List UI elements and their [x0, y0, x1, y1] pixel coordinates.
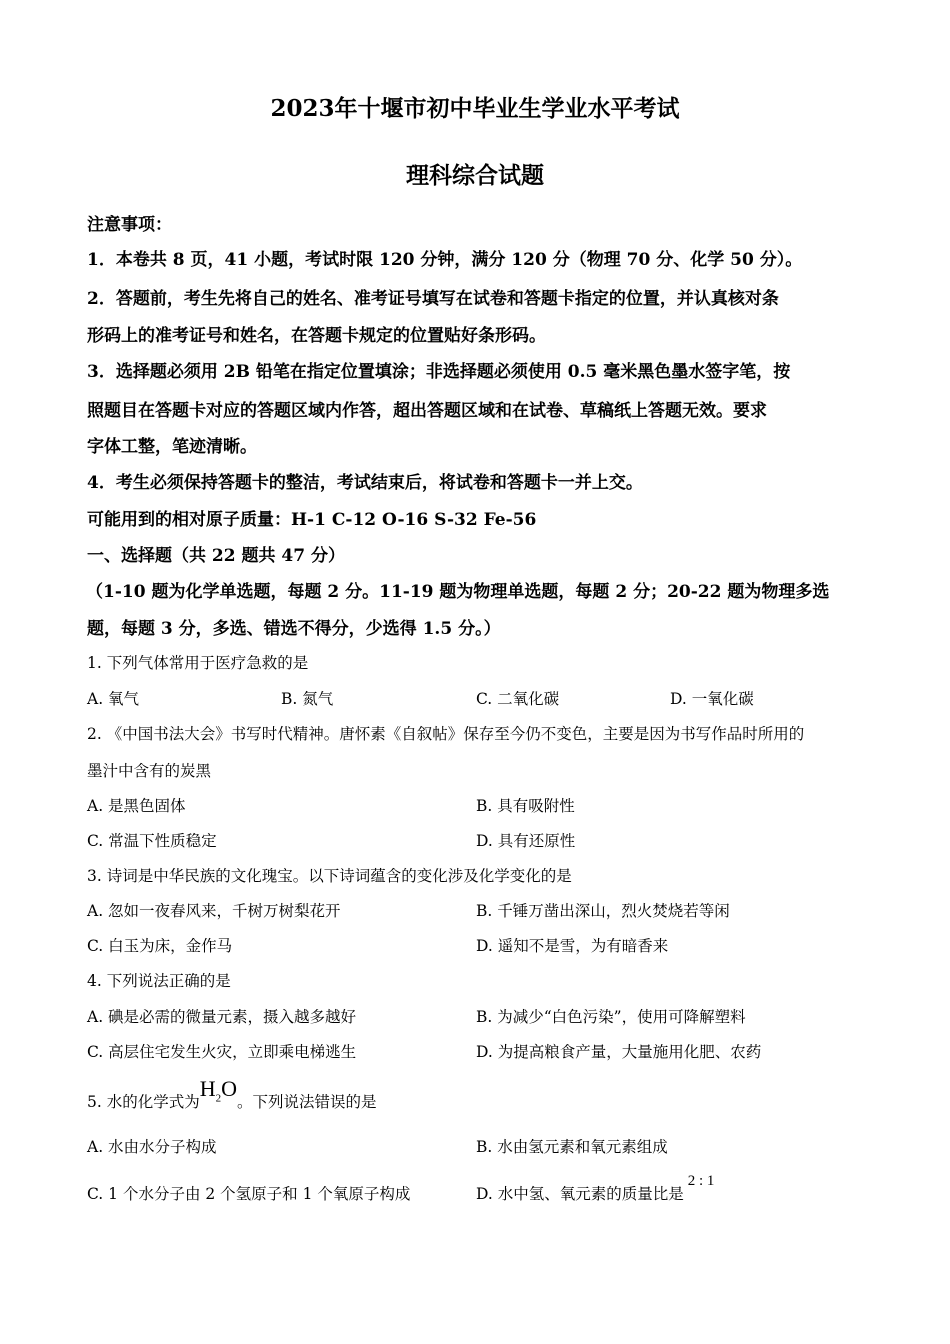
question-2-stem: 2. 《中国书法大会》书写时代精神。唐怀素《自叙帖》保存至今仍不变色，主要是因为书写作品时所用的: [87, 725, 805, 743]
q5-option-a: A. 水由水分子构成: [87, 1138, 217, 1156]
notice-item: 1．本卷共 8 页，41 小题，考试时限 120 分钟，满分 120 分（物理 70 分、化学 50 分）。: [87, 250, 803, 270]
q3-option-b: B. 千锤万凿出深山，烈火焚烧若等闲: [476, 902, 730, 920]
q4-option-d: D. 为提高粮食产量，大量施用化肥、农药: [476, 1043, 762, 1061]
atomic-mass-line: 可能用到的相对原子质量：H-1 C-12 O-16 S-32 Fe-56: [87, 510, 537, 530]
water-formula: [199, 1076, 237, 1105]
q4-option-a: A. 碘是必需的微量元素，摄入越多越好: [87, 1008, 357, 1026]
q2-option-d: D. 具有还原性: [476, 832, 576, 850]
q1-option-b: B. 氮气: [281, 690, 334, 708]
q5-stem-pre: 5. 水的化学式为: [87, 1093, 200, 1111]
notice-item: 2．答题前，考生先将自己的姓名、准考证号填写在试卷和答题卡指定的位置，并认真核对条: [87, 289, 779, 309]
section-heading: 一、选择题（共 22 题共 47 分）: [87, 546, 345, 566]
mass-ratio: 2 : 1: [687, 1173, 715, 1189]
question-1-stem: 1. 下列气体常用于医疗急救的是: [87, 654, 309, 672]
notice-heading: 注意事项：: [87, 215, 172, 235]
q1-option-c: C. 二氧化碳: [476, 690, 560, 708]
q2-option-b: B. 具有吸附性: [476, 797, 575, 815]
q2-option-a: A. 是黑色固体: [87, 797, 186, 815]
formula-h: H: [199, 1076, 216, 1101]
q5-option-b: B. 水由氢元素和氧元素组成: [476, 1138, 668, 1156]
section-note: （1-10 题为化学单选题，每题 2 分。11-19 题为物理单选题，每题 2 分；20-22 题为物理多选: [86, 582, 830, 602]
q4-option-b: B. 为减少“白色污染”，使用可降解塑料: [476, 1008, 746, 1026]
notice-item: 字体工整，笔迹清晰。: [87, 437, 257, 457]
notice-item: 照题目在答题卡对应的答题区域内作答，超出答题区域和在试卷、草稿纸上答题无效。要求: [87, 401, 767, 421]
q2-option-c: C. 常温下性质稳定: [87, 832, 217, 850]
q3-option-c: C. 白玉为床，金作马: [87, 937, 233, 955]
q1-option-d: D. 一氧化碳: [670, 690, 754, 708]
exam-title: 2023年十堰市初中毕业生学业水平考试: [270, 95, 680, 122]
q4-option-c: C. 高层住宅发生火灾，立即乘电梯逃生: [87, 1043, 357, 1061]
notice-item: 3．选择题必须用 2B 铅笔在指定位置填涂；非选择题必须使用 0.5 毫米黑色墨水签字笔，按: [87, 362, 791, 382]
question-4-stem: 4. 下列说法正确的是: [87, 972, 231, 990]
q5-option-d-text: D. 水中氢、氧元素的质量比是: [476, 1185, 684, 1203]
q5-option-d: [476, 1173, 715, 1204]
q3-option-a: A. 忽如一夜春风来，千树万树梨花开: [87, 902, 341, 920]
q5-option-c: C. 1 个水分子由 2 个氢原子和 1 个氧原子构成: [87, 1185, 411, 1203]
question-5-stem: [87, 1076, 867, 1111]
question-2-stem-cont: 墨汁中含有的炭黑: [87, 762, 212, 780]
exam-subtitle: 理科综合试题: [406, 162, 544, 189]
notice-item: 形码上的准考证号和姓名，在答题卡规定的位置贴好条形码。: [87, 326, 546, 346]
q3-option-d: D. 遥知不是雪，为有暗香来: [476, 937, 669, 955]
notice-item: 4．考生必须保持答题卡的整洁，考试结束后，将试卷和答题卡一并上交。: [87, 473, 643, 493]
q5-stem-post: 。下列说法错误的是: [237, 1093, 377, 1111]
section-note: 题，每题 3 分，多选、错选不得分，少选得 1.5 分。）: [87, 619, 501, 639]
formula-o: O: [221, 1076, 237, 1101]
q1-option-a: A. 氧气: [87, 690, 140, 708]
question-3-stem: 3. 诗词是中华民族的文化瑰宝。以下诗词蕴含的变化涉及化学变化的是: [87, 867, 572, 885]
formula-subscript: 2: [215, 1092, 222, 1105]
